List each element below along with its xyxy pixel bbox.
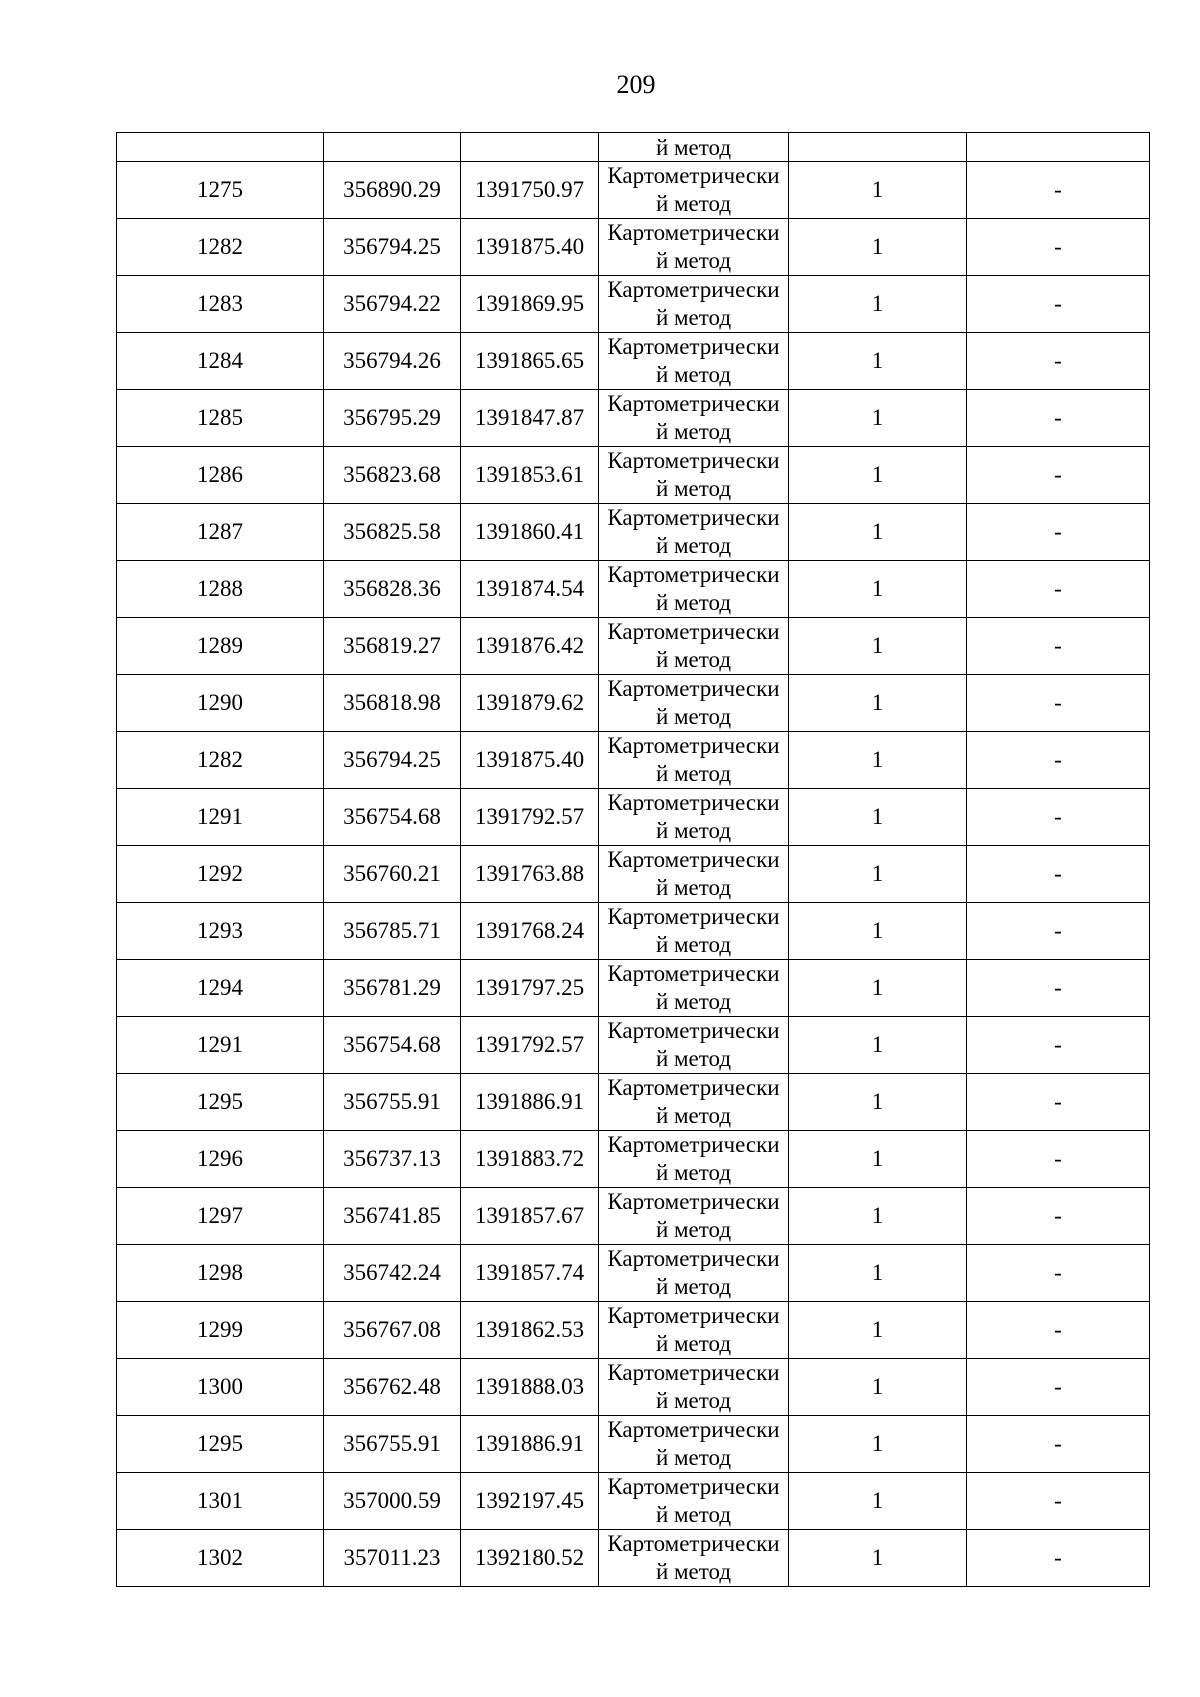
method-line-2: й метод (655, 989, 732, 1014)
accuracy-cell: 1 (789, 219, 967, 276)
accuracy-cell: 1 (789, 447, 967, 504)
method-line-2: й метод (655, 1559, 732, 1584)
y-cell: 1391875.40 (461, 219, 599, 276)
point-cell: 1288 (117, 561, 324, 618)
note-cell: - (967, 789, 1150, 846)
y-cell: 1392197.45 (461, 1473, 599, 1530)
method-cell (599, 1359, 789, 1416)
table-row (117, 561, 1150, 618)
x-cell: 356819.27 (324, 618, 461, 675)
table-row (117, 960, 1150, 1017)
accuracy-cell: 1 (789, 1188, 967, 1245)
method-line-1: Картометрически (607, 1075, 780, 1100)
method-line-2: й метод (655, 761, 732, 786)
x-cell: 356755.91 (324, 1074, 461, 1131)
method-line-1: Картометрически (607, 448, 780, 473)
point-cell: 1294 (117, 960, 324, 1017)
x-cell: 356794.26 (324, 333, 461, 390)
x-cell: 356755.91 (324, 1416, 461, 1473)
method-cell (599, 504, 789, 561)
y-cell (461, 133, 599, 162)
y-cell: 1391888.03 (461, 1359, 599, 1416)
y-cell: 1391853.61 (461, 447, 599, 504)
method-cell (599, 333, 789, 390)
method-cell (599, 447, 789, 504)
y-cell: 1391886.91 (461, 1074, 599, 1131)
x-cell: 356762.48 (324, 1359, 461, 1416)
x-cell: 356741.85 (324, 1188, 461, 1245)
x-cell: 356794.22 (324, 276, 461, 333)
accuracy-cell: 1 (789, 618, 967, 675)
x-cell: 356794.25 (324, 732, 461, 789)
x-cell: 356795.29 (324, 390, 461, 447)
table-row (117, 1131, 1150, 1188)
table-row (117, 1245, 1150, 1302)
accuracy-cell: 1 (789, 1074, 967, 1131)
y-cell: 1391879.62 (461, 675, 599, 732)
table-row (117, 1359, 1150, 1416)
page-number: 209 (616, 70, 656, 99)
method-line-1: Картометрически (607, 562, 780, 587)
table-row (117, 675, 1150, 732)
accuracy-cell: 1 (789, 903, 967, 960)
method-line-1: Картометрически (607, 1303, 780, 1328)
method-line-2: й метод (655, 1046, 732, 1071)
accuracy-cell: 1 (789, 846, 967, 903)
accuracy-cell: 1 (789, 1302, 967, 1359)
method-line-2: й метод (655, 875, 732, 900)
y-cell: 1391860.41 (461, 504, 599, 561)
accuracy-cell (789, 133, 967, 162)
point-cell: 1290 (117, 675, 324, 732)
method-line-2: й метод (655, 590, 732, 615)
method-line-1: Картометрически (607, 334, 780, 359)
method-line-1: Картометрически (607, 1018, 780, 1043)
accuracy-cell: 1 (789, 1359, 967, 1416)
y-cell: 1391883.72 (461, 1131, 599, 1188)
table-row (117, 504, 1150, 561)
method-line-2: й метод (655, 362, 732, 387)
x-cell: 356828.36 (324, 561, 461, 618)
point-cell: 1296 (117, 1131, 324, 1188)
point-cell: 1283 (117, 276, 324, 333)
point-cell: 1302 (117, 1530, 324, 1587)
accuracy-cell: 1 (789, 960, 967, 1017)
note-cell: - (967, 219, 1150, 276)
method-cell (599, 789, 789, 846)
accuracy-cell: 1 (789, 1017, 967, 1074)
y-cell: 1391862.53 (461, 1302, 599, 1359)
y-cell: 1391886.91 (461, 1416, 599, 1473)
accuracy-cell: 1 (789, 789, 967, 846)
y-cell: 1391768.24 (461, 903, 599, 960)
method-cell (599, 1245, 789, 1302)
table-row (117, 447, 1150, 504)
note-cell: - (967, 903, 1150, 960)
y-cell: 1391876.42 (461, 618, 599, 675)
note-cell: - (967, 1416, 1150, 1473)
accuracy-cell: 1 (789, 504, 967, 561)
note-cell: - (967, 447, 1150, 504)
point-cell (117, 133, 324, 162)
point-cell: 1297 (117, 1188, 324, 1245)
table-row (117, 789, 1150, 846)
continuation-row (117, 133, 1150, 162)
accuracy-cell: 1 (789, 1473, 967, 1530)
accuracy-cell: 1 (789, 390, 967, 447)
method-cell (599, 732, 789, 789)
method-cell (599, 1188, 789, 1245)
method-line-1: Картометрически (607, 619, 780, 644)
y-cell: 1392180.52 (461, 1530, 599, 1587)
y-cell: 1391792.57 (461, 1017, 599, 1074)
y-cell: 1391857.74 (461, 1245, 599, 1302)
note-cell: - (967, 333, 1150, 390)
method-cell (599, 1473, 789, 1530)
point-cell: 1295 (117, 1074, 324, 1131)
method-cell (599, 162, 789, 219)
x-cell: 356823.68 (324, 447, 461, 504)
note-cell: - (967, 1017, 1150, 1074)
note-cell: - (967, 1302, 1150, 1359)
table-row (117, 732, 1150, 789)
method-line-2: й метод (655, 1274, 732, 1299)
y-cell: 1391865.65 (461, 333, 599, 390)
method-cell (599, 1074, 789, 1131)
method-line-1: Картометрически (607, 1360, 780, 1385)
method-cell (599, 960, 789, 1017)
method-cell (599, 1530, 789, 1587)
point-cell: 1275 (117, 162, 324, 219)
x-cell: 356754.68 (324, 789, 461, 846)
note-cell: - (967, 618, 1150, 675)
note-cell: - (967, 1188, 1150, 1245)
point-cell: 1299 (117, 1302, 324, 1359)
method-line-1: Картометрически (607, 1417, 780, 1442)
x-cell: 356760.21 (324, 846, 461, 903)
table-row (117, 618, 1150, 675)
table-row (117, 846, 1150, 903)
method-line-2: й метод (655, 647, 732, 672)
note-cell: - (967, 675, 1150, 732)
method-line-2: й метод (655, 305, 732, 330)
method-cell: й метод (599, 133, 789, 162)
x-cell: 356818.98 (324, 675, 461, 732)
method-cell (599, 1017, 789, 1074)
method-line-2: й метод (655, 1103, 732, 1128)
accuracy-cell: 1 (789, 561, 967, 618)
x-cell (324, 133, 461, 162)
method-cell (599, 846, 789, 903)
method-line-1: Картометрически (607, 1246, 780, 1271)
method-line-1: Картометрически (607, 847, 780, 872)
point-cell: 1298 (117, 1245, 324, 1302)
y-cell: 1391750.97 (461, 162, 599, 219)
note-cell: - (967, 732, 1150, 789)
note-cell: - (967, 1074, 1150, 1131)
x-cell: 356825.58 (324, 504, 461, 561)
accuracy-cell: 1 (789, 732, 967, 789)
method-line-1: Картометрически (607, 1132, 780, 1157)
note-cell: - (967, 1131, 1150, 1188)
note-cell: - (967, 561, 1150, 618)
x-cell: 356785.71 (324, 903, 461, 960)
table-row (117, 162, 1150, 219)
y-cell: 1391797.25 (461, 960, 599, 1017)
x-cell: 356742.24 (324, 1245, 461, 1302)
table-row (117, 1416, 1150, 1473)
accuracy-cell: 1 (789, 333, 967, 390)
y-cell: 1391869.95 (461, 276, 599, 333)
method-line-1: Картометрически (607, 505, 780, 530)
table-row (117, 1473, 1150, 1530)
x-cell: 356737.13 (324, 1131, 461, 1188)
table-row (117, 219, 1150, 276)
method-line-1: Картометрически (607, 1531, 780, 1556)
note-cell: - (967, 1473, 1150, 1530)
method-line-1: Картометрически (607, 277, 780, 302)
method-cell (599, 1302, 789, 1359)
table-body (117, 133, 1150, 1587)
y-cell: 1391763.88 (461, 846, 599, 903)
point-cell: 1282 (117, 732, 324, 789)
accuracy-cell: 1 (789, 1245, 967, 1302)
method-cell (599, 1131, 789, 1188)
point-cell: 1291 (117, 1017, 324, 1074)
method-line-2: й метод (655, 1445, 732, 1470)
x-cell: 356794.25 (324, 219, 461, 276)
method-cell (599, 276, 789, 333)
y-cell: 1391857.67 (461, 1188, 599, 1245)
accuracy-cell: 1 (789, 162, 967, 219)
note-cell: - (967, 504, 1150, 561)
note-cell (967, 133, 1150, 162)
x-cell: 357011.23 (324, 1530, 461, 1587)
method-cell (599, 390, 789, 447)
method-line-1: Картометрически (607, 733, 780, 758)
x-cell: 356890.29 (324, 162, 461, 219)
table-row (117, 1074, 1150, 1131)
note-cell: - (967, 846, 1150, 903)
method-cell (599, 903, 789, 960)
table-row (117, 1302, 1150, 1359)
accuracy-cell: 1 (789, 1131, 967, 1188)
point-cell: 1295 (117, 1416, 324, 1473)
point-cell: 1291 (117, 789, 324, 846)
method-cell (599, 675, 789, 732)
method-line-2: й метод (655, 476, 732, 501)
table-row (117, 1530, 1150, 1587)
table-row (117, 1017, 1150, 1074)
x-cell: 356754.68 (324, 1017, 461, 1074)
note-cell: - (967, 1530, 1150, 1587)
point-cell: 1282 (117, 219, 324, 276)
accuracy-cell: 1 (789, 675, 967, 732)
method-line-1: Картометрически (607, 904, 780, 929)
method-line-2: й метод (655, 1388, 732, 1413)
x-cell: 356781.29 (324, 960, 461, 1017)
accuracy-cell: 1 (789, 1530, 967, 1587)
coordinates-table (116, 132, 1150, 1587)
method-line-2: й метод (655, 191, 732, 216)
table-row (117, 390, 1150, 447)
method-line-2: й метод (655, 533, 732, 558)
note-cell: - (967, 162, 1150, 219)
method-line-2: й метод (655, 1217, 732, 1242)
method-cell (599, 618, 789, 675)
point-cell: 1289 (117, 618, 324, 675)
y-cell: 1391875.40 (461, 732, 599, 789)
method-line-2: й метод (655, 419, 732, 444)
table-row (117, 276, 1150, 333)
note-cell: - (967, 960, 1150, 1017)
table-row (117, 903, 1150, 960)
method-line-2: й метод (655, 1502, 732, 1527)
method-cell (599, 219, 789, 276)
point-cell: 1300 (117, 1359, 324, 1416)
note-cell: - (967, 390, 1150, 447)
method-cell (599, 1416, 789, 1473)
method-line-2: й метод (655, 704, 732, 729)
method-line-2: й метод (655, 1160, 732, 1185)
point-cell: 1285 (117, 390, 324, 447)
y-cell: 1391874.54 (461, 561, 599, 618)
point-cell: 1301 (117, 1473, 324, 1530)
note-cell: - (967, 276, 1150, 333)
point-cell: 1293 (117, 903, 324, 960)
method-line-1: Картометрически (607, 391, 780, 416)
accuracy-cell: 1 (789, 1416, 967, 1473)
method-line-2: й метод (655, 248, 732, 273)
note-cell: - (967, 1245, 1150, 1302)
note-cell: - (967, 1359, 1150, 1416)
point-cell: 1286 (117, 447, 324, 504)
method-line-1: Картометрически (607, 961, 780, 986)
method-line-1: Картометрически (607, 163, 780, 188)
method-line-1: Картометрически (607, 676, 780, 701)
table-row (117, 1188, 1150, 1245)
method-line-2: й метод (655, 932, 732, 957)
method-line-1: Картометрически (607, 1189, 780, 1214)
table-row (117, 333, 1150, 390)
accuracy-cell: 1 (789, 276, 967, 333)
x-cell: 357000.59 (324, 1473, 461, 1530)
point-cell: 1292 (117, 846, 324, 903)
method-line-1: Картометрически (607, 790, 780, 815)
point-cell: 1284 (117, 333, 324, 390)
y-cell: 1391792.57 (461, 789, 599, 846)
method-line-1: Картометрически (607, 1474, 780, 1499)
y-cell: 1391847.87 (461, 390, 599, 447)
method-line-2: й метод (655, 1331, 732, 1356)
method-line-1: Картометрически (607, 220, 780, 245)
method-line-2: й метод (655, 818, 732, 843)
method-cell (599, 561, 789, 618)
x-cell: 356767.08 (324, 1302, 461, 1359)
point-cell: 1287 (117, 504, 324, 561)
